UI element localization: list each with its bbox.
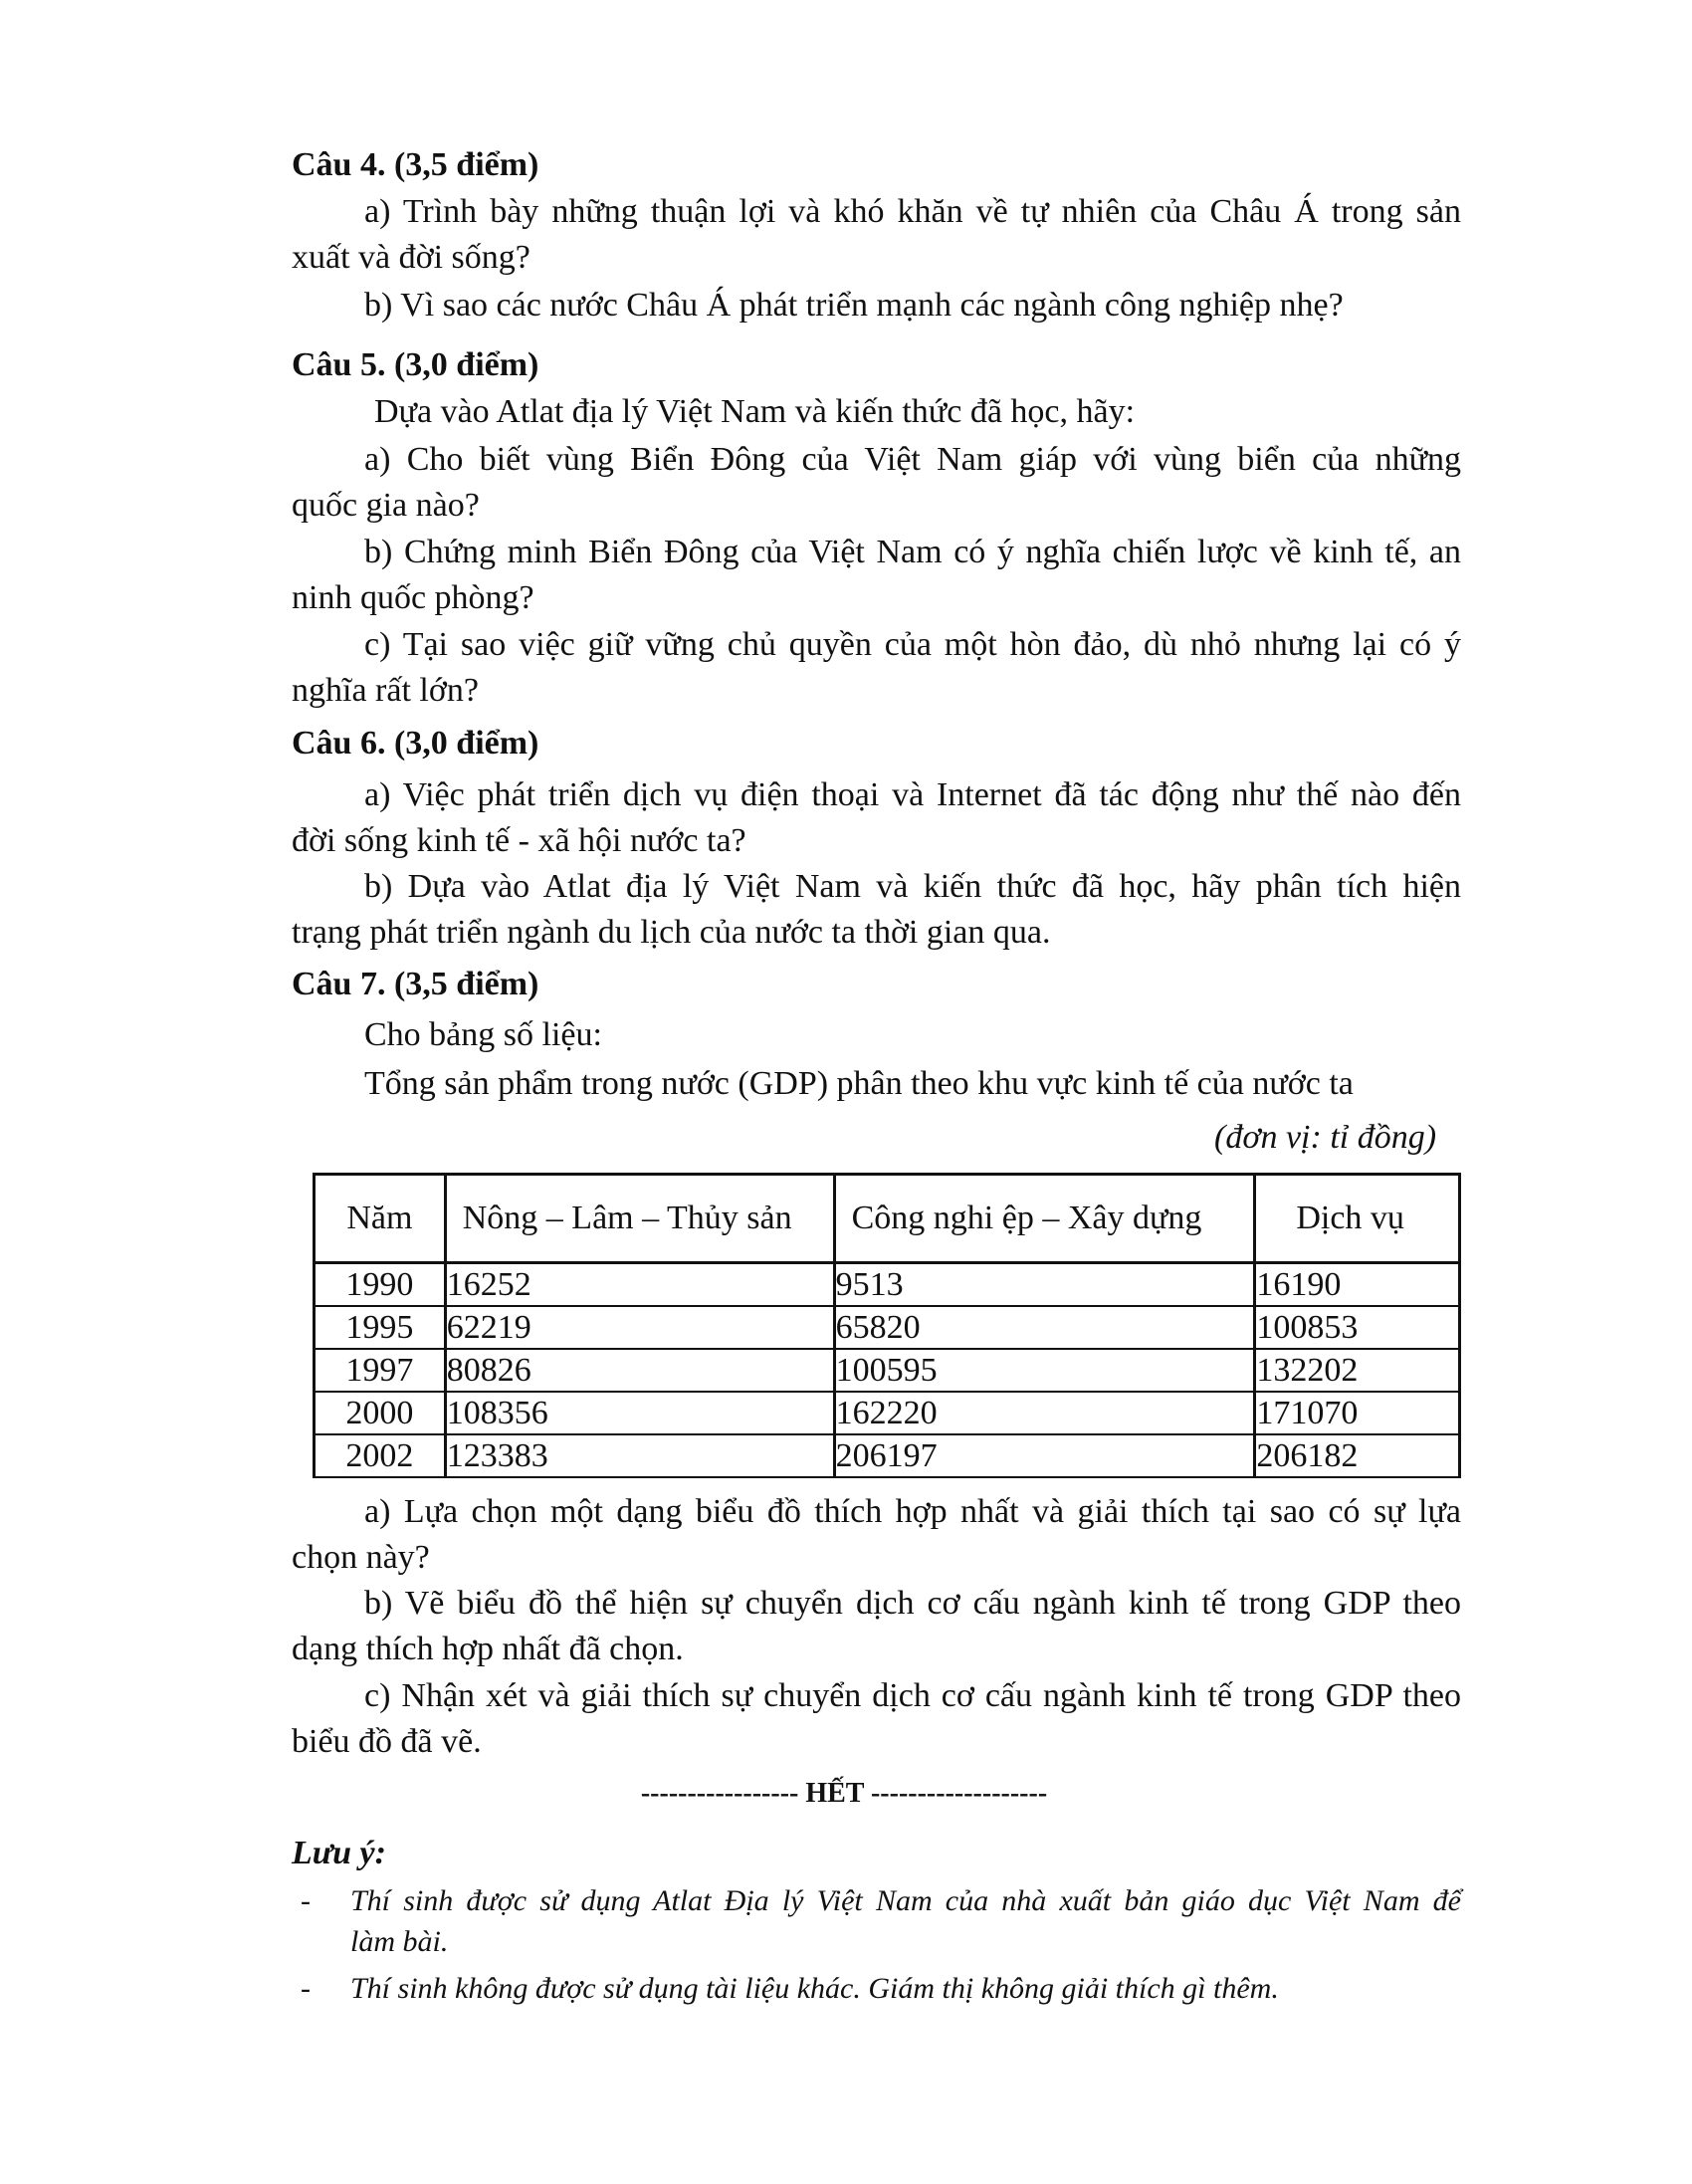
question-4-title: Câu 4. (3,5 điểm) xyxy=(292,146,539,183)
question-5b-line1: b) Chứng minh Biển Đông của Việt Nam có ý nghĩa chiến lược về kinh tế, an xyxy=(364,534,1461,570)
question-5-intro: Dựa vào Atlat địa lý Việt Nam và kiến thức đã học, hãy: xyxy=(374,393,1136,430)
end-marker: ----------------- HẾT ------------------- xyxy=(640,1778,1048,1809)
table-unit: (đơn vị: tỉ đồng) xyxy=(1214,1119,1437,1156)
question-5-title: Câu 5. (3,0 điểm) xyxy=(292,346,539,383)
table-cell: 206182 xyxy=(1255,1434,1460,1477)
question-6-title: Câu 6. (3,0 điểm) xyxy=(292,725,539,762)
table-cell: 162220 xyxy=(834,1392,1255,1434)
question-4b: b) Vì sao các nước Châu Á phát triển mạnh các ngành công nghiệp nhẹ? xyxy=(364,287,1344,324)
notes-bullet: - xyxy=(301,1884,311,1917)
question-5b-line2: ninh quốc phòng? xyxy=(292,579,534,616)
table-cell: 100853 xyxy=(1255,1306,1460,1349)
question-6b-line1: b) Dựa vào Atlat địa lý Việt Nam và kiến thức đã học, hãy phân tích hiện xyxy=(364,868,1461,905)
table-title: Tổng sản phẩm trong nước (GDP) phân theo khu vực kinh tế của nước ta xyxy=(364,1065,1354,1102)
table-cell: 1990 xyxy=(315,1263,446,1307)
table-cell: 62219 xyxy=(445,1306,834,1349)
table-row xyxy=(315,1263,1460,1307)
table-cell: 171070 xyxy=(1255,1392,1460,1434)
table-row xyxy=(315,1306,1460,1349)
note-2: Thí sinh không được sử dụng tài liệu khác. Giám thị không giải thích gì thêm. xyxy=(350,1972,1279,2005)
question-7-title: Câu 7. (3,5 điểm) xyxy=(292,966,539,1002)
question-5a-line1: a) Cho biết vùng Biển Đông của Việt Nam giáp với vùng biển của những xyxy=(364,441,1461,478)
notes-bullet: - xyxy=(301,1972,311,2005)
table-header-cell: Công nghi ệp – Xây dựng xyxy=(834,1175,1255,1263)
table-row xyxy=(315,1349,1460,1392)
question-7c-line1: c) Nhận xét và giải thích sự chuyển dịch cơ cấu ngành kinh tế trong GDP theo xyxy=(364,1677,1461,1714)
question-7a-line1: a) Lựa chọn một dạng biểu đồ thích hợp nhất và giải thích tại sao có sự lựa xyxy=(364,1493,1461,1530)
table-cell: 16252 xyxy=(445,1263,834,1307)
table-cell: 1997 xyxy=(315,1349,446,1392)
table-cell: 9513 xyxy=(834,1263,1255,1307)
question-6a-line1: a) Việc phát triển dịch vụ điện thoại và Internet đã tác động như thế nào đến xyxy=(364,776,1461,813)
table-cell: 100595 xyxy=(834,1349,1255,1392)
table-cell: 1995 xyxy=(315,1306,446,1349)
notes-title: Lưu ý: xyxy=(292,1835,386,1871)
note-1-line2: làm bài. xyxy=(350,1925,449,1958)
question-6a-line2: đời sống kinh tế - xã hội nước ta? xyxy=(292,822,746,859)
table-header-cell: Năm xyxy=(315,1175,446,1263)
note-1-line1: Thí sinh được sử dụng Atlat Địa lý Việt Nam của nhà xuất bản giáo dục Việt Nam để xyxy=(350,1884,1461,1917)
question-5a-line2: quốc gia nào? xyxy=(292,487,480,524)
table-cell: 206197 xyxy=(834,1434,1255,1477)
table-cell: 65820 xyxy=(834,1306,1255,1349)
question-4a-line1: a) Trình bày những thuận lợi và khó khăn về tự nhiên của Châu Á trong sản xyxy=(364,193,1461,230)
table-cell: 16190 xyxy=(1255,1263,1460,1307)
question-5c-line1: c) Tại sao việc giữ vững chủ quyền của một hòn đảo, dù nhỏ nhưng lại có ý xyxy=(364,626,1461,663)
table-row xyxy=(315,1434,1460,1477)
table-header-cell: Nông – Lâm – Thủy sản xyxy=(445,1175,834,1263)
table-cell: 123383 xyxy=(445,1434,834,1477)
question-5c-line2: nghĩa rất lớn? xyxy=(292,672,479,709)
table-cell: 108356 xyxy=(445,1392,834,1434)
gdp-table xyxy=(313,1173,1461,1478)
table-row xyxy=(315,1392,1460,1434)
table-cell: 80826 xyxy=(445,1349,834,1392)
question-7-intro: Cho bảng số liệu: xyxy=(364,1016,602,1053)
table-cell: 2000 xyxy=(315,1392,446,1434)
question-4a-line2: xuất và đời sống? xyxy=(292,239,530,276)
table-header-row xyxy=(315,1175,1460,1263)
table-cell: 132202 xyxy=(1255,1349,1460,1392)
question-7b-line2: dạng thích hợp nhất đã chọn. xyxy=(292,1631,684,1667)
question-7c-line2: biểu đồ đã vẽ. xyxy=(292,1723,482,1760)
question-7b-line1: b) Vẽ biểu đồ thể hiện sự chuyển dịch cơ cấu ngành kinh tế trong GDP theo xyxy=(364,1585,1461,1622)
question-6b-line2: trạng phát triển ngành du lịch của nước ta thời gian qua. xyxy=(292,914,1051,951)
question-7a-line2: chọn này? xyxy=(292,1539,430,1576)
table-cell: 2002 xyxy=(315,1434,446,1477)
table-header-cell: Dịch vụ xyxy=(1255,1175,1460,1263)
